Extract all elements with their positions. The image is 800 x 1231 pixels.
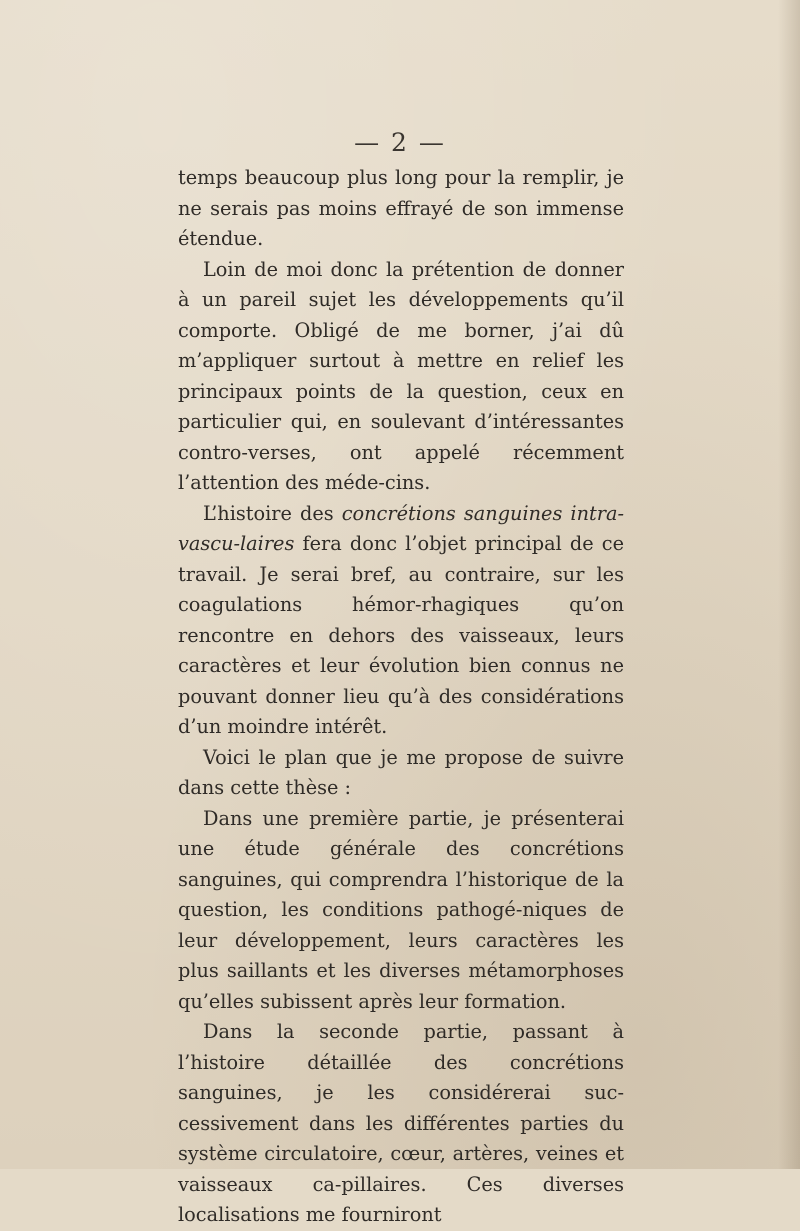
paragraph <box>178 804 624 1018</box>
paragraph <box>178 163 624 255</box>
page-edge-shadow <box>778 0 800 1169</box>
text-run: Dans une première partie, je présenterai une étude générale des concrétions sanguines, qui comprendra l’historique de la question, les conditions pathogé-niques de leur développement, leurs caractères les plus saillants et les diverses métamorphoses qu’elles subissent après leur formation. <box>178 806 624 1013</box>
text-run: Dans la seconde partie, passant à l’histoire détaillée des concrétions sanguines, je les considérerai suc-cessivement dans les différentes parties du système circulatoire, cœur, artères, veines et vaisseaux ca-pillaires. Ces diverses localisations me fourniront <box>178 1020 624 1226</box>
paragraph <box>178 499 624 743</box>
italic-text-run: concrétions sanguines intra-vascu-laires <box>178 501 624 555</box>
text-run: Loin de moi donc la prétention de donner à un pareil sujet les développements qu’il comporte. Obligé de me borner, j’ai dû m’appliquer surtout à mettre en relief les principaux points de la question, ceux en particulier qui, en soulevant d’intéressantes contro-verses, ont appelé récemment l’attention des méde-cins. <box>178 257 624 494</box>
page-number: — 2 — <box>354 128 446 157</box>
text-run: fera donc l’objet principal de ce travail. Je serai bref, au contraire, sur les coagulations hémor-rhagiques qu’on rencontre en dehors des vaisseaux, leurs caractères et leur évolution bien connus ne pouvant donner lieu qu’à des considérations d’un moindre intérêt. <box>178 532 624 738</box>
text-run: Voici le plan que je me propose de suivre dans cette thèse : <box>178 745 624 799</box>
paragraph <box>178 1017 624 1231</box>
text-run: temps beaucoup plus long pour la remplir, je ne serais pas moins effrayé de son immense étendue. <box>178 166 624 250</box>
text-run: L’histoire des <box>203 501 342 525</box>
paragraph <box>178 255 624 499</box>
paragraph <box>178 743 624 804</box>
body-text <box>178 163 624 1231</box>
